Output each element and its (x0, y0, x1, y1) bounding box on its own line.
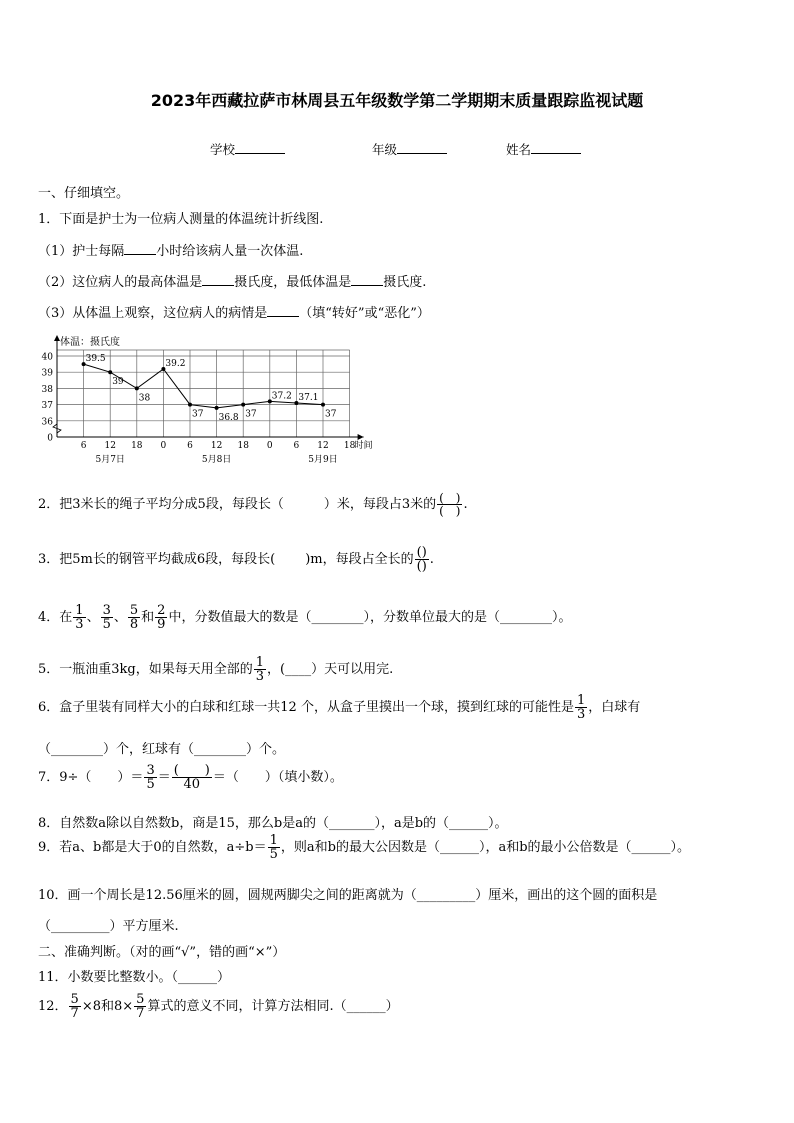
chart-title: 体温：摄氏度 (60, 337, 120, 348)
q1-sub3: （3）从体温上观察，这位病人的病情是 （填“转好”或“恶化”） (38, 306, 430, 321)
x-tick-label: 6 (80, 441, 87, 451)
temperature-line-chart (38, 334, 388, 468)
q1-stem: 1．下面是护士为一位病人测量的体温统计折线图. (38, 212, 324, 227)
data-label: 39 (112, 377, 124, 388)
data-label: 39.5 (85, 354, 106, 365)
data-label: 37 (192, 409, 204, 420)
x-axis-label: 时间 (354, 441, 373, 451)
grade-field[interactable] (372, 140, 447, 158)
answer-blank[interactable] (124, 242, 156, 255)
answer-blank[interactable] (267, 304, 299, 317)
data-point (135, 386, 139, 390)
data-point (188, 403, 192, 407)
q11: 11．小数要比整数小。（______） (38, 970, 231, 985)
x-tick-label: 6 (293, 441, 300, 451)
y-tick-label: 37 (41, 401, 53, 412)
data-label: 37 (325, 409, 337, 420)
day-label: 5月8日 (201, 455, 232, 465)
q5: 5．一瓶油重3kg，如果每天用全部的 $\frac{1}{3}$ ，(____）天可以用完. (38, 655, 394, 684)
data-label: 37.2 (271, 391, 292, 402)
x-tick-label: 12 (210, 441, 223, 451)
q3: 3．把5m长的钢管平均截成6段，每段长( )m，每段占全长的 $\frac{()}{()}$ . (38, 545, 434, 574)
day-label: 5月9日 (308, 455, 338, 465)
data-label: 36.8 (218, 412, 239, 423)
data-label: 39.2 (165, 358, 186, 369)
section-2-heading: 二、准确判断。（对的画“√”，错的画“×”） (38, 945, 286, 960)
q2: 2．把3米长的绳子平均分成5段，每段长（ ）米，每段占3米的 $\frac{( )}{( )}$ . (38, 491, 468, 518)
name-label: 姓名 (506, 142, 532, 157)
data-point (241, 403, 245, 407)
data-point (321, 403, 325, 407)
q1-sub1: （1）护士每隔 小时给该病人量一次体温. (38, 244, 304, 259)
y-tick-label: 39 (41, 368, 53, 379)
q9: 9．若a、b都是大于0的自然数，a÷b＝ $\frac{1}{5}$ ，则a和b的最大公因数是（______），a和b的最小公倍数是（______）。 (38, 833, 691, 862)
school-field[interactable] (210, 140, 285, 158)
x-tick-label: 12 (317, 441, 329, 451)
data-point (215, 406, 219, 410)
y-tick-label: 40 (41, 352, 53, 363)
school-label: 学校 (210, 142, 236, 157)
x-axis-arrow (358, 434, 364, 440)
y-tick-label: 38 (41, 384, 53, 395)
data-label: 37.1 (298, 392, 319, 403)
day-label: 5月7日 (95, 455, 125, 465)
q6-line2: （________）个，红球有（________）个。 (38, 742, 286, 757)
q10-line1: 10．画一个周长是12.56厘米的圆，圆规两脚尖之间的距离就为（_________）厘米，画出的这个圆的面积是 (38, 888, 658, 903)
x-tick-label: 18 (237, 441, 249, 451)
x-tick-label: 0 (160, 441, 167, 451)
page-title: 2023年西藏拉萨市林周县五年级数学第二学期期末质量跟踪监视试题 (150, 91, 644, 110)
q6-line1: 6．盒子里装有同样大小的白球和红球一共12 个，从盒子里摸出一个球，摸到红球的可能性是 $\frac{1}{3}$ ，白球有 (38, 693, 641, 722)
section-1-heading: 一、仔细填空。 (38, 186, 130, 201)
grade-label: 年级 (372, 142, 398, 157)
x-tick-label: 6 (187, 441, 193, 451)
data-label: 38 (138, 393, 151, 404)
x-tick-label: 18 (343, 441, 356, 451)
data-point (108, 370, 112, 374)
q1-sub2: （2）这位病人的最高体温是 摄氏度，最低体温是 摄氏度. (38, 275, 427, 290)
x-tick-label: 12 (104, 441, 116, 451)
y-tick-label: 36 (41, 417, 53, 428)
q10-line2: （_________）平方厘米. (38, 919, 179, 934)
q7: 7．9÷（ ）＝ $\frac{3}{5}$ ＝ $\frac{( )}{40}$ ＝（ ）（填小数）。 (38, 763, 343, 792)
q4: 4．在 $\frac{1}{3}$ 、 $\frac{3}{5}$ 、 $\frac{5}{8}$ 和 $\frac{2}{9}$ 中，分数值最大的数是（________），分数单位最大的是（________）。 (38, 603, 572, 632)
name-field[interactable] (506, 140, 581, 158)
q12: 12． $\frac{5}{7}$ ×8和8× $\frac{5}{7}$ 算式的意义不同，计算方法相同.（______） (38, 992, 399, 1021)
x-tick-label: 18 (131, 441, 143, 451)
q8: 8．自然数a除以自然数b，商是15，那么b是a的（_______），a是b的（______）。 (38, 816, 508, 831)
answer-blank[interactable] (351, 273, 383, 286)
data-label: 37 (245, 409, 257, 420)
answer-blank[interactable] (202, 273, 234, 286)
x-tick-label: 0 (266, 441, 273, 451)
y-tick-label: 0 (47, 433, 53, 444)
